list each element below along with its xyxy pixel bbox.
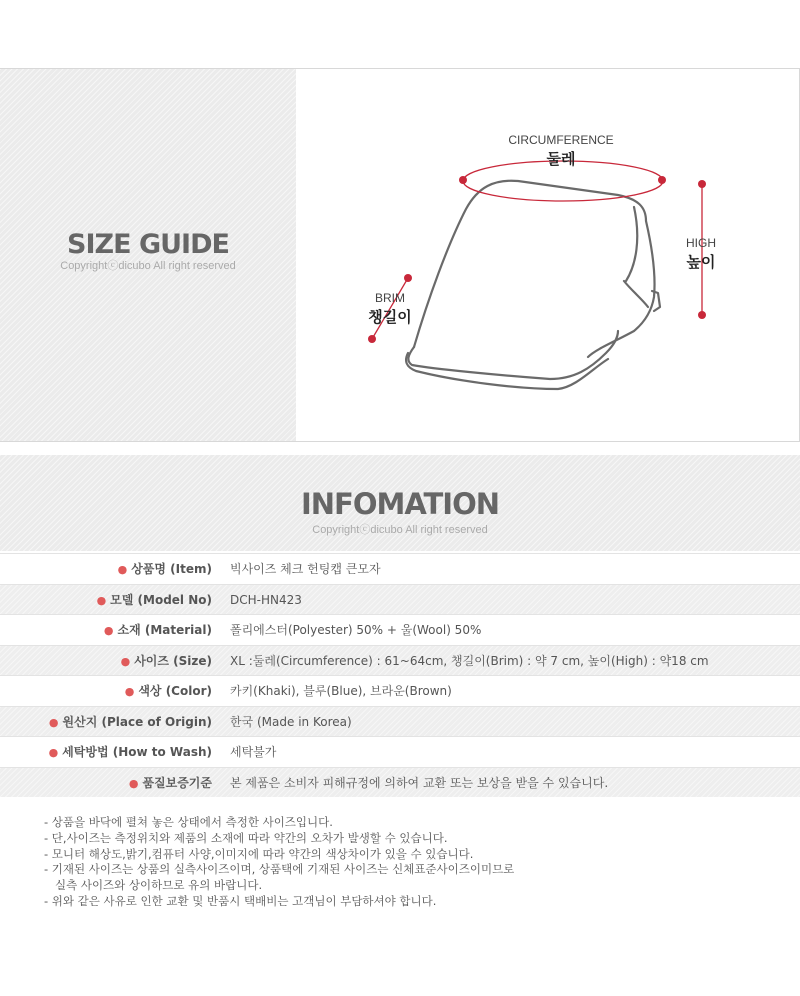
brim-label-ko: 챙길이 (368, 308, 412, 326)
info-value: DCH-HN423 (230, 592, 302, 607)
info-label: 소재 (Material) (117, 623, 212, 637)
hat-front-edge (408, 331, 618, 379)
information-table (0, 553, 800, 797)
brim-bottom-dot (368, 335, 376, 343)
info-value: 폴리에스터(Polyester) 50% + 울(Wool) 50% (230, 623, 482, 637)
info-row-origin (0, 706, 800, 737)
bullet-icon: ● (120, 654, 131, 668)
circumference-label-ko: 둘레 (546, 150, 576, 168)
circumference-right-dot (658, 176, 666, 184)
high-top-dot (698, 180, 706, 188)
bullet-icon: ● (117, 563, 128, 576)
bullet-icon: ● (103, 624, 114, 637)
bullet-icon: ● (124, 685, 135, 698)
note-item: - 상품을 바닥에 펼쳐 놓은 상태에서 측정한 사이즈입니다. (44, 815, 333, 829)
info-value: 본 제품은 소비자 피해규정에 의하여 교환 또는 보상을 받을 수 있습니다. (230, 775, 609, 790)
information-title: INFOMATION (300, 487, 500, 521)
note-item: - 기재된 사이즈는 상품의 실측사이즈이며, 상품택에 기재된 사이즈는 신체표준사이즈이미므로 (44, 862, 515, 877)
hat-brim (406, 353, 608, 389)
bullet-icon: ● (96, 593, 107, 607)
bullet-icon: ● (48, 746, 59, 759)
info-row-warranty (0, 767, 800, 798)
hat-back-seam (624, 281, 648, 307)
brim-label (358, 291, 422, 327)
high-label-en: HIGH (686, 236, 716, 250)
info-row-model (0, 584, 800, 615)
info-value: 세탁불가 (230, 745, 277, 759)
info-value: 카키(Khaki), 블루(Blue), 브라운(Brown) (230, 684, 452, 698)
hat-crown-fold (626, 207, 637, 281)
circumference-left-dot (459, 176, 467, 184)
circumference-label (486, 133, 636, 169)
high-bottom-dot (698, 311, 706, 319)
info-label: 원산지 (Place of Origin) (62, 714, 212, 729)
info-row-material (0, 614, 800, 645)
note-item: - 단,사이즈는 측정위치와 제품의 소재에 따라 약간의 오차가 발생할 수 있습니다. (44, 830, 448, 845)
info-label: 사이즈 (Size) (134, 653, 212, 668)
notes-list (44, 815, 514, 910)
info-row-item (0, 553, 800, 584)
info-label: 상품명 (Item) (131, 562, 212, 576)
high-label (676, 236, 726, 272)
size-guide-title: SIZE GUIDE (67, 229, 229, 260)
size-guide-banner (0, 69, 296, 441)
bullet-icon: ● (48, 715, 59, 729)
information-copyright: Copyrightⓒdicubo All right reserved (312, 524, 488, 536)
note-item: 실측 사이즈와 상이하므로 유의 바랍니다. (44, 878, 263, 893)
info-row-wash (0, 736, 800, 767)
info-value: 한국 (Made in Korea) (230, 714, 352, 729)
size-guide-section (0, 68, 800, 442)
note-item: - 위와 같은 사유로 인한 교환 및 반품시 택배비는 고객님이 부담하셔야 합니다. (44, 893, 437, 908)
info-value: 빅사이즈 체크 헌팅캡 큰모자 (230, 562, 381, 576)
circumference-label-en: CIRCUMFERENCE (508, 133, 614, 147)
info-label: 품질보증기준 (142, 775, 212, 790)
info-label: 세탁방법 (How to Wash) (62, 745, 212, 759)
note-item: - 모니터 해상도,밝기,컴퓨터 사양,이미지에 따라 약간의 색상차이가 있을 수 있습니다. (44, 846, 474, 861)
information-header (0, 455, 800, 551)
brim-top-dot (404, 274, 412, 282)
size-guide-copyright: Copyrightⓒdicubo All right reserved (60, 260, 236, 272)
high-label-ko: 높이 (686, 253, 716, 271)
info-label: 모델 (Model No) (110, 592, 212, 607)
bullet-icon: ● (128, 776, 139, 790)
info-label: 색상 (Color) (138, 684, 212, 698)
info-value: XL :둘레(Circumference) : 61~64cm, 챙길이(Brim) : 약 7 cm, 높이(High) : 약18 cm (230, 653, 709, 668)
brim-label-en: BRIM (375, 291, 405, 305)
hat-diagram (296, 69, 799, 441)
info-row-color (0, 675, 800, 706)
info-row-size (0, 645, 800, 676)
